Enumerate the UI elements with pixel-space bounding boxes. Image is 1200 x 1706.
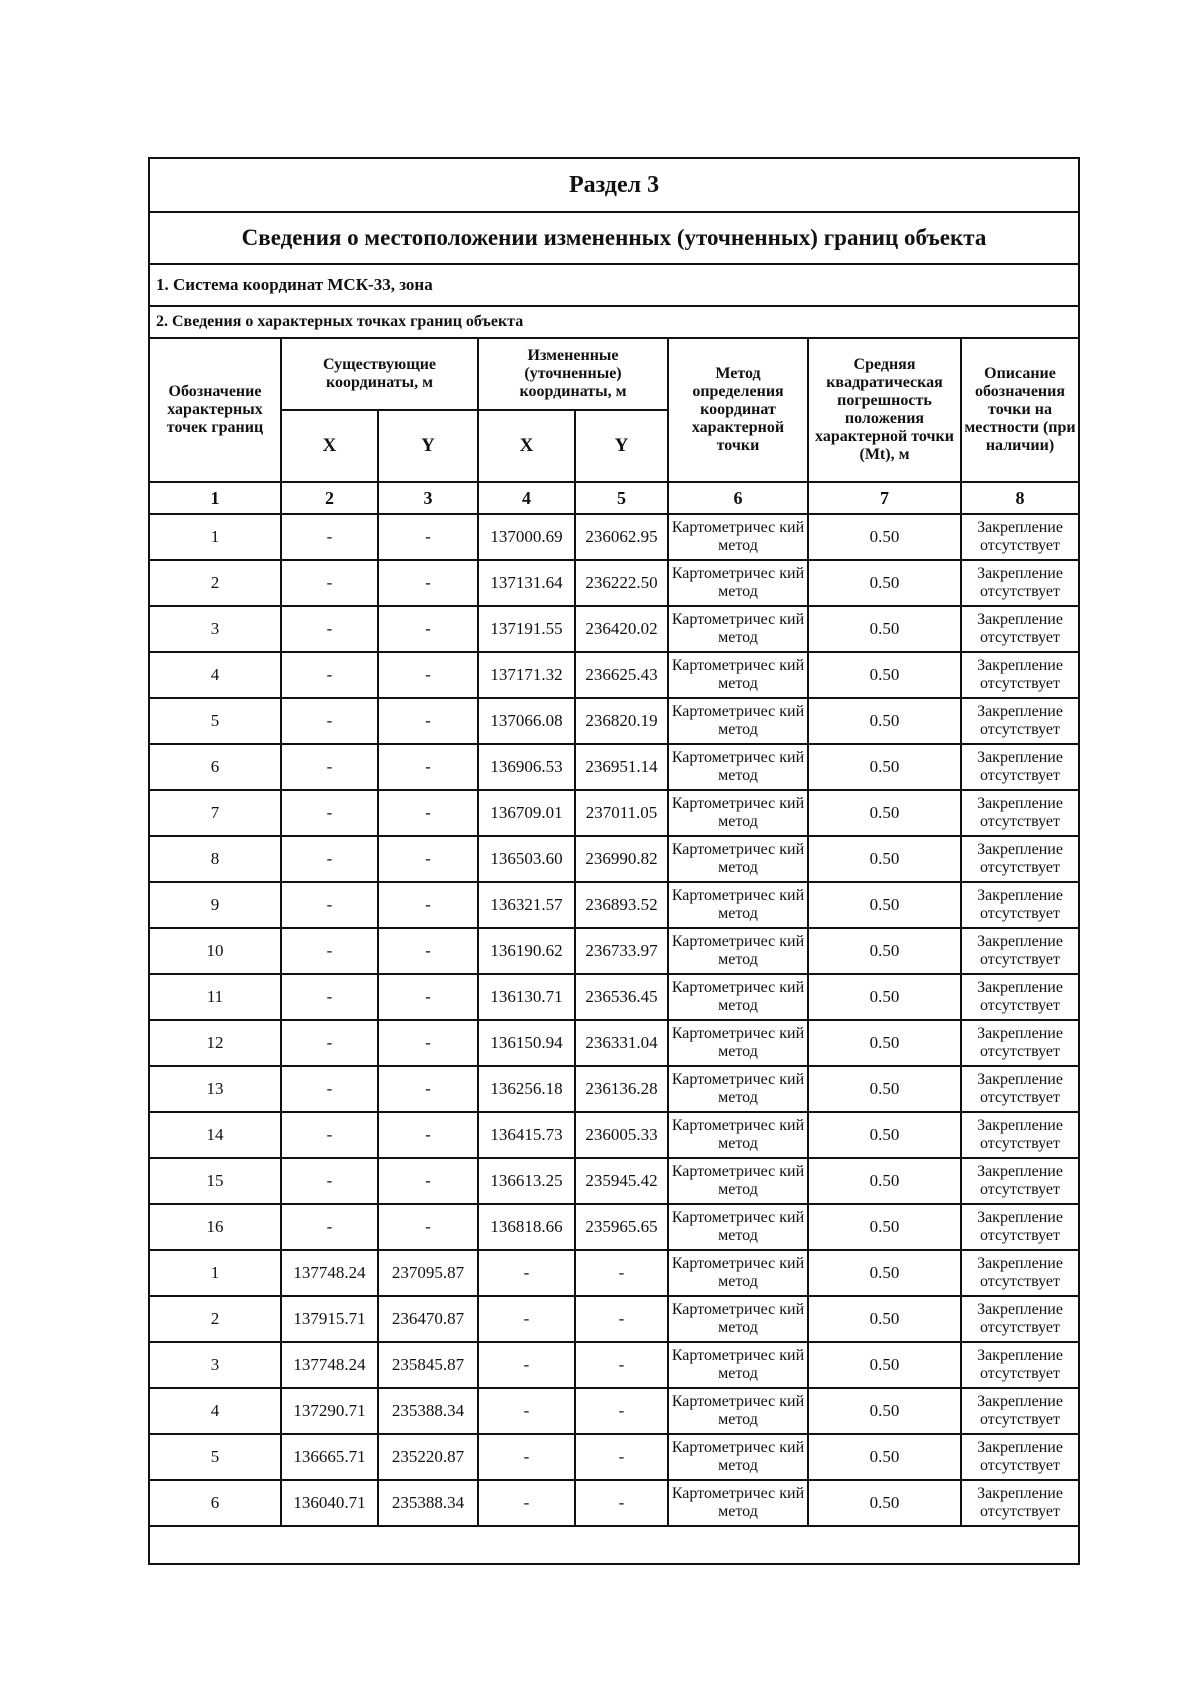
header-designation: Обозначение характерных точек границ [149,338,281,482]
column-number: 8 [961,482,1079,514]
changed-x-cell: 136321.57 [478,882,575,928]
table-row [149,698,1079,744]
description-cell: Закрепление отсутствует [961,882,1079,928]
method-cell: Картометричес кий метод [668,836,808,882]
existing-x-cell: - [281,698,378,744]
changed-x-cell: 136709.01 [478,790,575,836]
error-cell: 0.50 [808,1204,961,1250]
existing-x-cell: - [281,1020,378,1066]
description-cell: Закрепление отсутствует [961,514,1079,560]
description-cell: Закрепление отсутствует [961,1158,1079,1204]
table-row [149,928,1079,974]
changed-x-cell: 136415.73 [478,1112,575,1158]
table-row [149,790,1079,836]
existing-y-cell: 235220.87 [378,1434,478,1480]
point-designation-cell: 15 [149,1158,281,1204]
method-cell: Картометричес кий метод [668,744,808,790]
point-designation-cell: 6 [149,1480,281,1526]
header-changed-x: X [478,410,575,482]
document-subtitle: Сведения о местоположении измененных (уточненных) границ объекта [149,212,1079,264]
table-row [149,514,1079,560]
point-designation-cell: 14 [149,1112,281,1158]
changed-x-cell: 137171.32 [478,652,575,698]
header-error: Средняя квадратическая погрешность положения характерной точки (Mt), м [808,338,961,482]
existing-x-cell: 137290.71 [281,1388,378,1434]
changed-y-cell: 236893.52 [575,882,668,928]
header-existing-coords: Существующие координаты, м [281,338,478,410]
changed-x-cell: 136190.62 [478,928,575,974]
changed-y-cell: - [575,1296,668,1342]
description-cell: Закрепление отсутствует [961,928,1079,974]
method-cell: Картометричес кий метод [668,882,808,928]
existing-x-cell: - [281,1158,378,1204]
existing-y-cell: - [378,1112,478,1158]
point-designation-cell: 12 [149,1020,281,1066]
method-cell: Картометричес кий метод [668,1112,808,1158]
existing-y-cell: - [378,882,478,928]
table-row [149,974,1079,1020]
changed-x-cell: - [478,1296,575,1342]
existing-x-cell: - [281,1204,378,1250]
point-designation-cell: 3 [149,606,281,652]
description-cell: Закрепление отсутствует [961,1204,1079,1250]
table-row [149,1388,1079,1434]
boundary-points-table [148,157,1080,1565]
description-cell: Закрепление отсутствует [961,652,1079,698]
column-number: 1 [149,482,281,514]
existing-y-cell: - [378,974,478,1020]
changed-y-cell: 236062.95 [575,514,668,560]
header-changed-y: Y [575,410,668,482]
table-row [149,882,1079,928]
point-designation-cell: 4 [149,652,281,698]
table-row [149,1480,1079,1526]
description-cell: Закрепление отсутствует [961,790,1079,836]
changed-y-cell: 236625.43 [575,652,668,698]
error-cell: 0.50 [808,1066,961,1112]
description-cell: Закрепление отсутствует [961,1342,1079,1388]
section-title: Раздел 3 [149,158,1079,212]
point-designation-cell: 2 [149,1296,281,1342]
table-row [149,836,1079,882]
changed-y-cell: - [575,1250,668,1296]
point-designation-cell: 9 [149,882,281,928]
changed-y-cell: 237011.05 [575,790,668,836]
coordinate-system: 1. Система координат МСК-33, зона [149,264,1079,306]
changed-x-cell: 137131.64 [478,560,575,606]
description-cell: Закрепление отсутствует [961,1066,1079,1112]
method-cell: Картометричес кий метод [668,1066,808,1112]
table-row [149,1296,1079,1342]
method-cell: Картометричес кий метод [668,1250,808,1296]
error-cell: 0.50 [808,1020,961,1066]
description-cell: Закрепление отсутствует [961,1434,1079,1480]
changed-x-cell: 137000.69 [478,514,575,560]
error-cell: 0.50 [808,1480,961,1526]
error-cell: 0.50 [808,1388,961,1434]
existing-x-cell: - [281,744,378,790]
method-cell: Картометричес кий метод [668,1480,808,1526]
table-row [149,1434,1079,1480]
description-cell: Закрепление отсутствует [961,1480,1079,1526]
existing-x-cell: - [281,514,378,560]
point-designation-cell: 5 [149,1434,281,1480]
table-row [149,1066,1079,1112]
existing-y-cell: - [378,1204,478,1250]
error-cell: 0.50 [808,790,961,836]
changed-y-cell: 236222.50 [575,560,668,606]
table-row [149,1158,1079,1204]
description-cell: Закрепление отсутствует [961,1112,1079,1158]
changed-y-cell: - [575,1434,668,1480]
existing-x-cell: - [281,652,378,698]
existing-y-cell: - [378,836,478,882]
method-cell: Картометричес кий метод [668,790,808,836]
method-cell: Картометричес кий метод [668,698,808,744]
header-existing-x: X [281,410,378,482]
method-cell: Картометричес кий метод [668,1204,808,1250]
existing-x-cell: - [281,1112,378,1158]
existing-x-cell: - [281,882,378,928]
changed-x-cell: 136906.53 [478,744,575,790]
column-number: 5 [575,482,668,514]
existing-y-cell: - [378,790,478,836]
header-existing-y: Y [378,410,478,482]
existing-y-cell: - [378,652,478,698]
changed-y-cell: - [575,1342,668,1388]
description-cell: Закрепление отсутствует [961,1250,1079,1296]
method-cell: Картометричес кий метод [668,1342,808,1388]
table-row [149,1204,1079,1250]
existing-x-cell: - [281,974,378,1020]
changed-y-cell: - [575,1480,668,1526]
changed-x-cell: 136130.71 [478,974,575,1020]
changed-y-cell: 236420.02 [575,606,668,652]
changed-x-cell: - [478,1480,575,1526]
changed-y-cell: 236005.33 [575,1112,668,1158]
point-designation-cell: 3 [149,1342,281,1388]
point-designation-cell: 8 [149,836,281,882]
column-number: 6 [668,482,808,514]
description-cell: Закрепление отсутствует [961,1296,1079,1342]
error-cell: 0.50 [808,882,961,928]
column-numbers-row [149,482,1079,514]
error-cell: 0.50 [808,1158,961,1204]
description-cell: Закрепление отсутствует [961,744,1079,790]
error-cell: 0.50 [808,1112,961,1158]
point-designation-cell: 2 [149,560,281,606]
changed-x-cell: 137066.08 [478,698,575,744]
changed-x-cell: 137191.55 [478,606,575,652]
changed-y-cell: 236331.04 [575,1020,668,1066]
method-cell: Картометричес кий метод [668,1388,808,1434]
point-designation-cell: 5 [149,698,281,744]
changed-x-cell: - [478,1388,575,1434]
changed-x-cell: 136818.66 [478,1204,575,1250]
existing-x-cell: 136040.71 [281,1480,378,1526]
table-row [149,1250,1079,1296]
changed-x-cell: - [478,1342,575,1388]
header-changed-coords: Измененные (уточненные) координаты, м [478,338,668,410]
error-cell: 0.50 [808,928,961,974]
error-cell: 0.50 [808,974,961,1020]
table-row [149,1112,1079,1158]
changed-y-cell: 236733.97 [575,928,668,974]
points-heading: 2. Сведения о характерных точках границ объекта [149,306,1079,338]
existing-x-cell: 137748.24 [281,1342,378,1388]
changed-y-cell: 235965.65 [575,1204,668,1250]
changed-y-cell: 236136.28 [575,1066,668,1112]
changed-y-cell: 235945.42 [575,1158,668,1204]
header-method: Метод определения координат характерной точки [668,338,808,482]
error-cell: 0.50 [808,514,961,560]
method-cell: Картометричес кий метод [668,560,808,606]
error-cell: 0.50 [808,606,961,652]
table-row [149,606,1079,652]
description-cell: Закрепление отсутствует [961,698,1079,744]
changed-y-cell: 236990.82 [575,836,668,882]
changed-y-cell: 236951.14 [575,744,668,790]
method-cell: Картометричес кий метод [668,1296,808,1342]
existing-x-cell: 137915.71 [281,1296,378,1342]
method-cell: Картометричес кий метод [668,974,808,1020]
error-cell: 0.50 [808,560,961,606]
document-sheet [148,157,1078,1565]
existing-y-cell: - [378,698,478,744]
error-cell: 0.50 [808,1434,961,1480]
description-cell: Закрепление отсутствует [961,1388,1079,1434]
changed-x-cell: 136613.25 [478,1158,575,1204]
error-cell: 0.50 [808,744,961,790]
existing-x-cell: - [281,836,378,882]
header-description: Описание обозначения точки на местности (при наличии) [961,338,1079,482]
changed-x-cell: 136503.60 [478,836,575,882]
method-cell: Картометричес кий метод [668,606,808,652]
error-cell: 0.50 [808,836,961,882]
method-cell: Картометричес кий метод [668,928,808,974]
column-number: 3 [378,482,478,514]
existing-x-cell: 136665.71 [281,1434,378,1480]
changed-y-cell: 236820.19 [575,698,668,744]
existing-y-cell: 235388.34 [378,1480,478,1526]
point-designation-cell: 6 [149,744,281,790]
changed-y-cell: 236536.45 [575,974,668,1020]
column-number: 2 [281,482,378,514]
description-cell: Закрепление отсутствует [961,560,1079,606]
point-designation-cell: 1 [149,1250,281,1296]
table-row [149,560,1079,606]
table-row [149,1020,1079,1066]
point-designation-cell: 4 [149,1388,281,1434]
existing-x-cell: - [281,560,378,606]
error-cell: 0.50 [808,1296,961,1342]
existing-y-cell: - [378,1066,478,1112]
method-cell: Картометричес кий метод [668,1434,808,1480]
changed-x-cell: - [478,1250,575,1296]
existing-y-cell: - [378,514,478,560]
method-cell: Картометричес кий метод [668,514,808,560]
description-cell: Закрепление отсутствует [961,1020,1079,1066]
existing-y-cell: - [378,1158,478,1204]
point-designation-cell: 7 [149,790,281,836]
error-cell: 0.50 [808,652,961,698]
method-cell: Картометричес кий метод [668,1158,808,1204]
table-row [149,1342,1079,1388]
existing-x-cell: - [281,928,378,974]
description-cell: Закрепление отсутствует [961,974,1079,1020]
column-number: 7 [808,482,961,514]
existing-y-cell: 235845.87 [378,1342,478,1388]
existing-y-cell: 236470.87 [378,1296,478,1342]
existing-y-cell: - [378,560,478,606]
existing-y-cell: - [378,1020,478,1066]
description-cell: Закрепление отсутствует [961,836,1079,882]
description-cell: Закрепление отсутствует [961,606,1079,652]
existing-x-cell: - [281,790,378,836]
point-designation-cell: 13 [149,1066,281,1112]
table-row [149,652,1079,698]
changed-y-cell: - [575,1388,668,1434]
point-designation-cell: 16 [149,1204,281,1250]
point-designation-cell: 1 [149,514,281,560]
column-number: 4 [478,482,575,514]
existing-y-cell: - [378,606,478,652]
changed-x-cell: 136150.94 [478,1020,575,1066]
existing-x-cell: - [281,606,378,652]
error-cell: 0.50 [808,1250,961,1296]
table-footer-empty-row [149,1526,1079,1564]
existing-y-cell: - [378,928,478,974]
existing-y-cell: 235388.34 [378,1388,478,1434]
empty-cell [149,1526,1079,1564]
changed-x-cell: - [478,1434,575,1480]
existing-x-cell: - [281,1066,378,1112]
method-cell: Картометричес кий метод [668,1020,808,1066]
error-cell: 0.50 [808,1342,961,1388]
point-designation-cell: 10 [149,928,281,974]
existing-y-cell: - [378,744,478,790]
existing-x-cell: 137748.24 [281,1250,378,1296]
changed-x-cell: 136256.18 [478,1066,575,1112]
point-designation-cell: 11 [149,974,281,1020]
error-cell: 0.50 [808,698,961,744]
method-cell: Картометричес кий метод [668,652,808,698]
table-row [149,744,1079,790]
existing-y-cell: 237095.87 [378,1250,478,1296]
